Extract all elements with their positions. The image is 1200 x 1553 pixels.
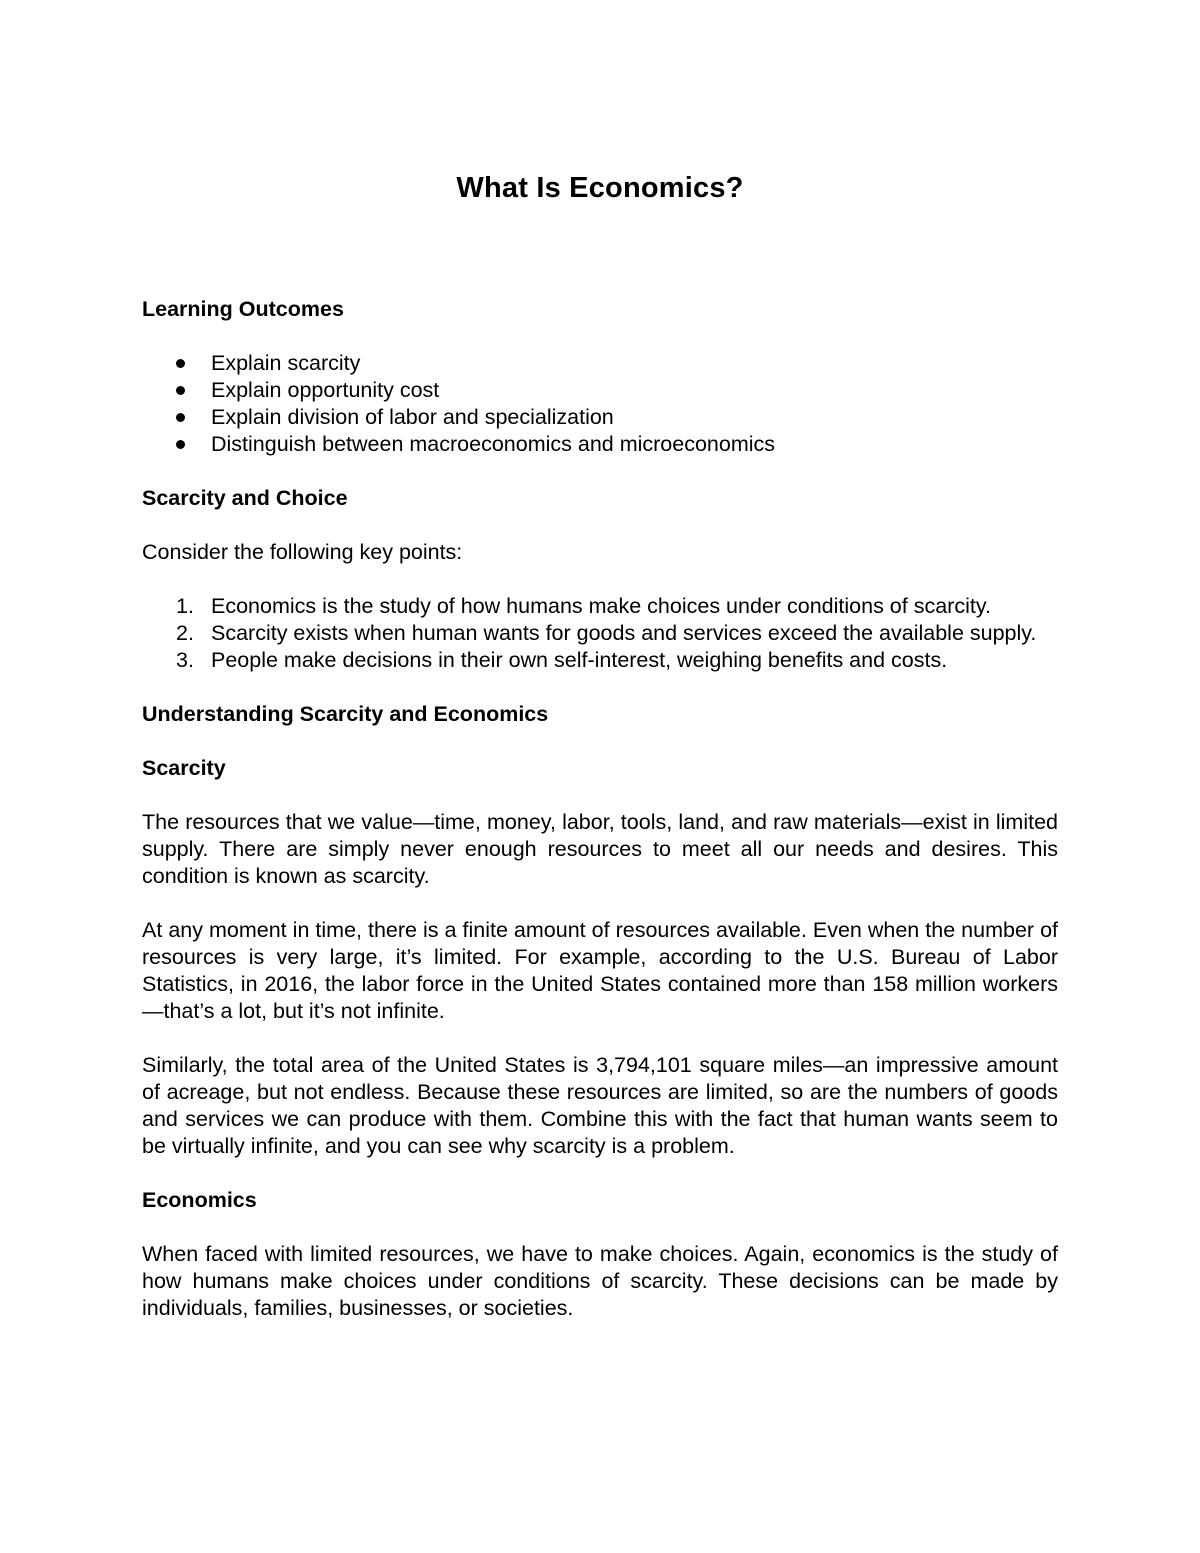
understanding-heading: Understanding Scarcity and Economics xyxy=(142,702,549,726)
scarcity-paragraph: Similarly, the total area of the United States is 3,794,101 square miles—an impressive amount of acreage, but not endless. Because these resources are limited, so are the numbers of goods and services we can produce with them. Combine this with the fact that human wants seem to be virtually infinite, and you can see why scarcity is a problem. xyxy=(142,1053,1058,1158)
key-points-intro: Consider the following key points: xyxy=(142,540,463,564)
list-item-text: Distinguish between macroeconomics and microeconomics xyxy=(211,432,776,456)
list-item xyxy=(142,647,1058,674)
list-item-text: People make decisions in their own self-interest, weighing benefits and costs. xyxy=(211,648,948,672)
key-points-list xyxy=(142,593,1058,674)
list-item-text: Explain division of labor and specialization xyxy=(211,405,614,429)
document-body xyxy=(142,168,1058,1322)
scarcity-heading: Scarcity xyxy=(142,756,226,780)
scarcity-paragraph: At any moment in time, there is a finite amount of resources available. Even when the number of resources is very large, it’s limited. For example, according to the U.S. Bureau of Labor Statistics, in 2016, the labor force in the United States contained more than 158 million workers—that’s a lot, but it’s not infinite. xyxy=(142,918,1058,1023)
list-item-text: Economics is the study of how humans make choices under conditions of scarcity. xyxy=(211,594,991,618)
economics-heading: Economics xyxy=(142,1188,257,1212)
scarcity-and-choice-heading: Scarcity and Choice xyxy=(142,486,348,510)
economics-paragraph: When faced with limited resources, we have to make choices. Again, economics is the study of how humans make choices under conditions of scarcity. These decisions can be made by individuals, families, businesses, or societies. xyxy=(142,1242,1058,1320)
scarcity-paragraph: The resources that we value—time, money, labor, tools, land, and raw materials—exist in limited supply. There are simply never enough resources to meet all our needs and desires. This condition is known as scarcity. xyxy=(142,810,1058,888)
learning-outcomes-heading: Learning Outcomes xyxy=(142,297,344,321)
bullet-icon xyxy=(176,386,185,395)
list-number: 2. xyxy=(176,621,194,645)
list-item xyxy=(142,404,1058,431)
list-item xyxy=(142,350,1058,377)
bullet-icon xyxy=(176,440,185,449)
list-item xyxy=(142,431,1058,458)
list-item-text: Explain opportunity cost xyxy=(211,378,440,402)
bullet-icon xyxy=(176,359,185,368)
list-item xyxy=(142,377,1058,404)
bullet-icon xyxy=(176,413,185,422)
list-number: 1. xyxy=(176,594,194,618)
list-number: 3. xyxy=(176,648,194,672)
list-item xyxy=(142,593,1058,620)
list-item-text: Scarcity exists when human wants for goods and services exceed the available supply. xyxy=(211,621,1037,645)
learning-outcomes-list xyxy=(142,350,1058,458)
document-title: What Is Economics? xyxy=(456,172,744,204)
list-item xyxy=(142,620,1058,647)
list-item-text: Explain scarcity xyxy=(211,351,361,375)
